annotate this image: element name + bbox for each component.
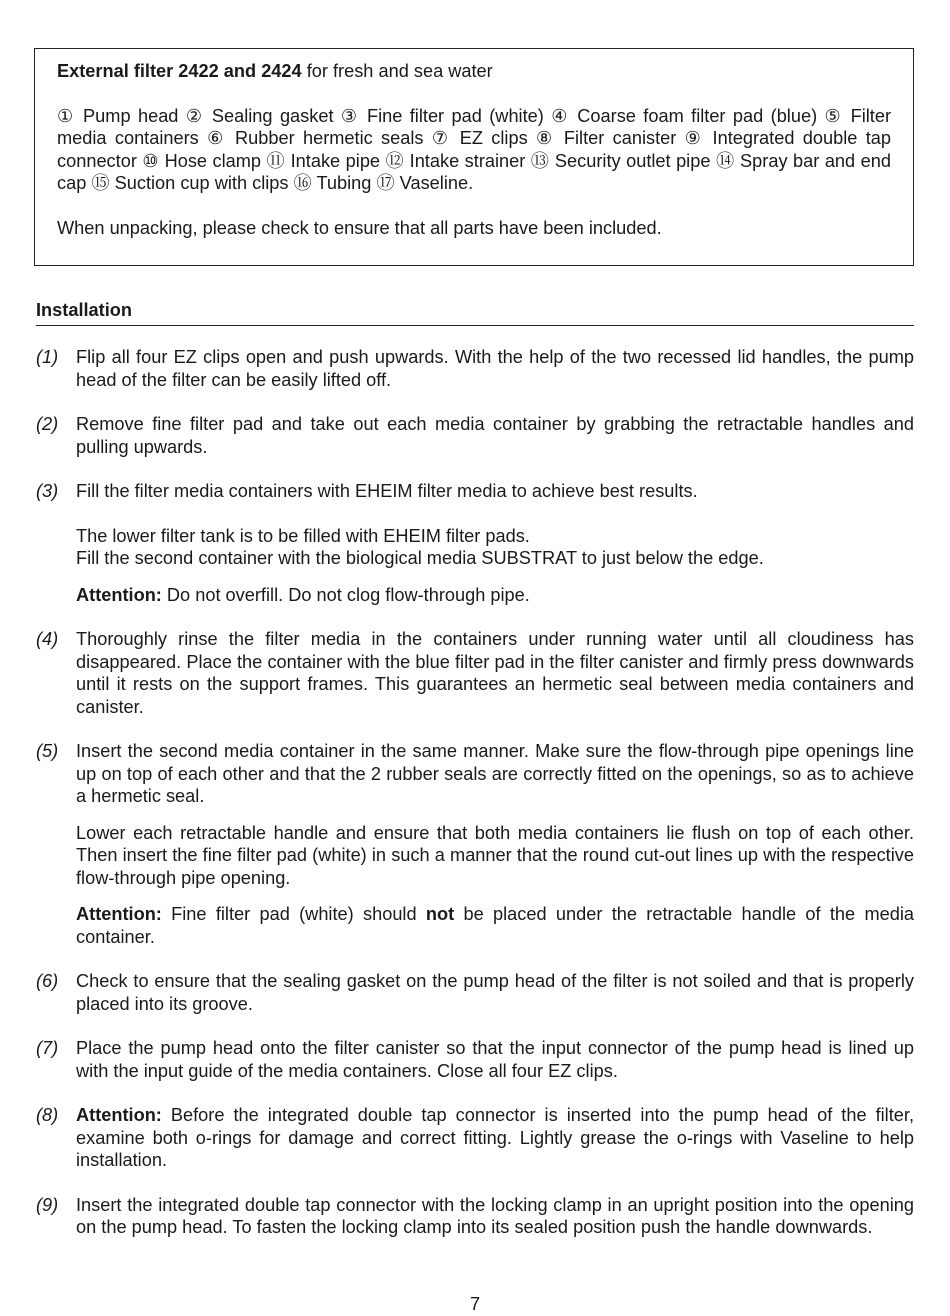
step-text: Insert the second media container in the same manner. Make sure the flow-through pipe openings line up on top of each other and that the 2 rubber seals are correctly fitted on the openings, so as to achieve a hermetic seal. — [76, 741, 914, 806]
step-number: (2) — [36, 414, 59, 434]
page-number: 7 — [469, 1294, 481, 1314]
attention-text: Fine filter pad (white) should — [161, 904, 426, 924]
attention-text: Do not overfill. Do not clog flow-through pipe. — [161, 584, 530, 605]
step-text-line: The lower filter tank is to be filled with EHEIM filter pads. — [76, 525, 530, 546]
step-number: (6) — [36, 971, 59, 991]
attention-text: Before the integrated double tap connector is inserted into the pump head of the filter, examine both o-rings for damage and correct fitting. Lightly grease the o-rings with Vaseline to help installation. — [76, 1105, 914, 1170]
unpacking-note: When unpacking, please check to ensure that all parts have been included. — [57, 217, 662, 238]
attention-emphasis: not — [425, 904, 455, 924]
box-title-bold: External filter 2422 and 2424 — [57, 61, 302, 81]
step-8 — [36, 1104, 914, 1172]
box-title-rest: for fresh and sea water — [301, 61, 493, 81]
step-3 — [36, 480, 914, 606]
attention-label: Attention: — [76, 1105, 162, 1125]
step-text: Flip all four EZ clips open and push upwards. With the help of the two recessed lid handles, the pump head of the filter can be easily lifted off. — [76, 347, 914, 390]
step-text: Fill the filter media containers with EHEIM filter media to achieve best results. — [76, 481, 698, 501]
step-text-handle: Lower each retractable handle and ensure that both media containers lie flush on top of each other. Then insert the fine filter pad (white) in such a manner that the round cut-out lines up with the respective flow-through pipe opening. — [76, 822, 914, 888]
step-text: Remove fine filter pad and take out each media container by grabbing the retractable handles and pulling upwards. — [76, 414, 914, 457]
parts-info-box — [34, 48, 914, 266]
installation-steps — [36, 346, 914, 1261]
step-number: (7) — [36, 1038, 59, 1058]
step-9 — [36, 1194, 914, 1239]
box-title — [57, 60, 891, 83]
step-number: (9) — [36, 1194, 59, 1215]
step-number: (1) — [36, 347, 59, 367]
step-1 — [36, 346, 914, 391]
step-text-lower-tank — [76, 525, 914, 570]
step-4 — [36, 628, 914, 718]
step-number: (4) — [36, 629, 59, 649]
step-text — [76, 1104, 914, 1172]
step-5 — [36, 740, 914, 948]
step-number: (3) — [36, 481, 59, 501]
step-2 — [36, 413, 914, 458]
step-7 — [36, 1037, 914, 1082]
step-6 — [36, 970, 914, 1015]
attention-text: be placed under the retractable handle of the media container. — [76, 904, 914, 947]
step-number: (5) — [36, 741, 59, 761]
step-text: Thoroughly rinse the filter media in the containers under running water until all cloudiness has disappeared. Place the container with the blue filter pad in the filter canister and firmly press downwards until it rests on the support frames. This guarantees an hermetic seal between media containers and canister. — [76, 629, 914, 717]
parts-list: ① Pump head ② Sealing gasket ③ Fine filter pad (white) ④ Coarse foam filter pad (blue) ⑤ Filter media containers ⑥ Rubber hermetic seals ⑦ EZ clips ⑧ Filter canister ⑨ Integrated double tap connector ⑩ Hose clamp ⑪ Intake pipe ⑫ Intake strainer ⑬ Security outlet pipe ⑭ Spray bar and end cap ⑮ Suction cup with clips ⑯ Tubing ⑰ Vaseline. — [57, 105, 891, 193]
section-heading-installation: Installation — [36, 299, 914, 326]
attention-label: Attention: — [76, 904, 162, 924]
step-text: Insert the integrated double tap connector with the locking clamp in an upright position into the opening on the pump head. To fasten the locking clamp into its sealed position push the handle downwards. — [76, 1194, 914, 1237]
attention-note — [76, 903, 914, 948]
step-number: (8) — [36, 1105, 59, 1125]
attention-label: Attention: — [76, 584, 162, 605]
attention-note — [76, 584, 914, 607]
step-text: Place the pump head onto the filter canister so that the input connector of the pump head is lined up with the input guide of the media containers. Close all four EZ clips. — [76, 1038, 914, 1081]
step-text: Check to ensure that the sealing gasket on the pump head of the filter is not soiled and that is properly placed into its groove. — [76, 971, 914, 1014]
step-text-line: Fill the second container with the biological media SUBSTRAT to just below the edge. — [76, 548, 764, 568]
